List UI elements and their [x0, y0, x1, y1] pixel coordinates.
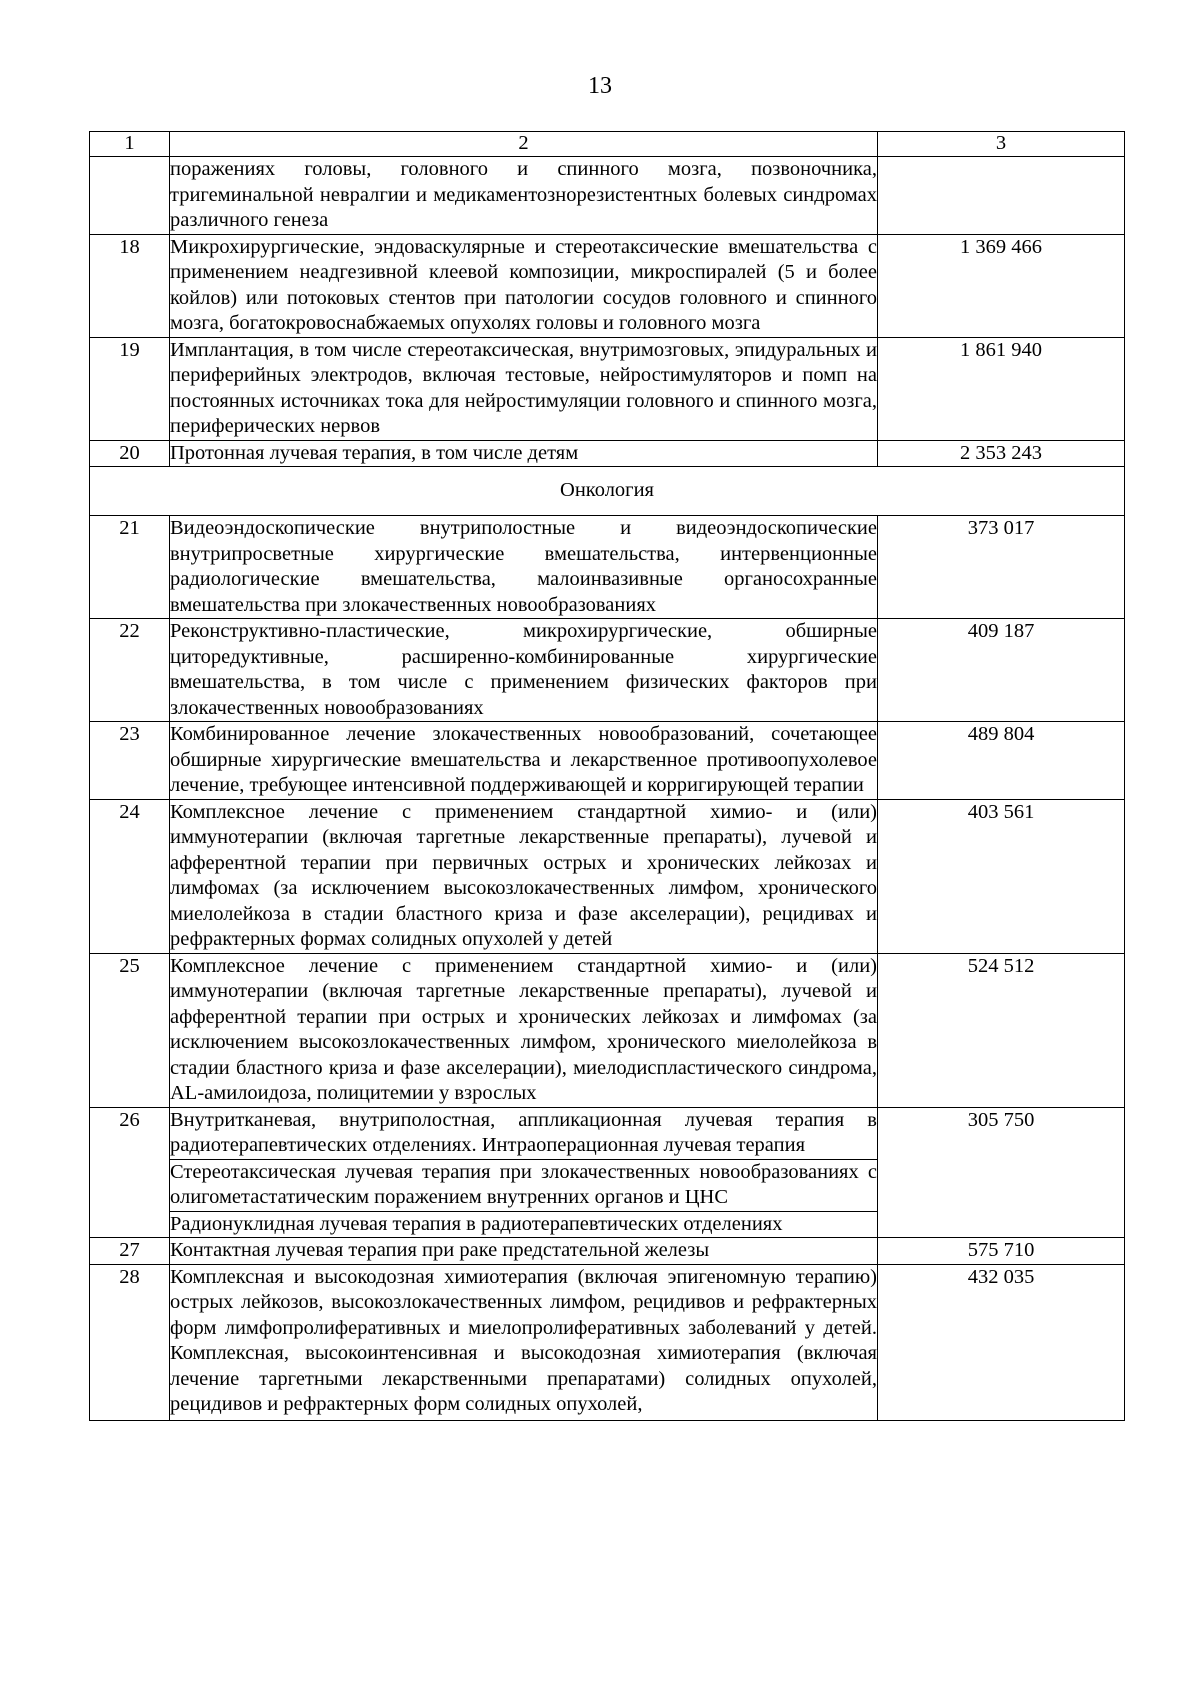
- row-description: Комплексная и высокодозная химиотерапия (включая эпигеномную терапию) острых лейкозов, высокозлокачественных лимфом, рецидивов и рефрактерных форм лимфопролиферативных и миелопролиферативных заболеваний у детей. Комплексная, высокоинтенсивная и высокодозная химиотерапия (включая лечение таргетными лекарственными препаратами) солидных опухолей, рецидивов и рефрактерных форм солидных опухолей,: [170, 1264, 878, 1420]
- row-description: Видеоэндоскопические внутриполостные и видеоэндоскопические внутрипросветные хирургические вмешательства, интервенционные радиологические вмешательства, малоинвазивные органосохранные вмешательства при злокачественных новообразованиях: [170, 516, 878, 619]
- header-col-1: 1: [90, 132, 170, 157]
- section-title: Онкология: [90, 467, 1125, 516]
- row-description: Внутритканевая, внутриполостная, аппликационная лучевая терапия в радиотерапевтических отделениях. Интраоперационная лучевая терапия: [170, 1107, 878, 1159]
- table-row: [90, 1264, 1125, 1420]
- table-header-row: [90, 132, 1125, 157]
- row-cost: 409 187: [878, 619, 1125, 722]
- row-description: Имплантация, в том числе стереотаксическая, внутримозговых, эпидуральных и периферийных электродов, включая тестовые, нейростимуляторов и помп на постоянных источниках тока для нейростимуляции головного и спинного мозга, периферических нервов: [170, 337, 878, 440]
- row-number: 25: [90, 953, 170, 1107]
- row-description: Микрохирургические, эндоваскулярные и стереотаксические вмешательства с применением неадгезивной клеевой композиции, микроспиралей (5 и более койлов) или потоковых стентов при патологии сосудов головного и спинного мозга, богатокровоснабжаемых опухолях головы и головного мозга: [170, 234, 878, 337]
- table-row: [90, 799, 1125, 953]
- row-description: поражениях головы, головного и спинного мозга, позвоночника, тригеминальной невралгии и медикаментознорезистентных болевых синдромах различного генеза: [170, 157, 878, 235]
- row-number: 18: [90, 234, 170, 337]
- row-description: Комплексное лечение с применением стандартной химио- и (или) иммунотерапии (включая таргетные лекарственные препараты), лучевой и афферентной терапии при первичных острых и хронических лейкозах и лимфомах (за исключением высокозлокачественных лимфом, хронического миелолейкоза в стадии бластного криза и фазе акселерации), рецидивах и рефрактерных формах солидных опухолей у детей: [170, 799, 878, 953]
- table-row: [90, 1238, 1125, 1265]
- row-number: [90, 157, 170, 235]
- row-cost: 305 750: [878, 1107, 1125, 1238]
- row-cost: 403 561: [878, 799, 1125, 953]
- table-row: [90, 619, 1125, 722]
- row-description: Комплексное лечение с применением стандартной химио- и (или) иммунотерапии (включая таргетные лекарственные препараты), лучевой и афферентной терапии при острых и хронических лейкозах и лимфомах (за исключением высокозлокачественных лимфом, хронического миелолейкоза в стадии бластного криза и фазе акселерации), миелодиспластического синдрома, AL-амилоидоза, полицитемии у взрослых: [170, 953, 878, 1107]
- row-number: 27: [90, 1238, 170, 1265]
- section-row-oncology: [90, 467, 1125, 516]
- row-number: 28: [90, 1264, 170, 1420]
- row-description: Контактная лучевая терапия при раке предстательной железы: [170, 1238, 878, 1265]
- row-cost: 1 861 940: [878, 337, 1125, 440]
- table-row: [90, 157, 1125, 235]
- row-cost: 575 710: [878, 1238, 1125, 1265]
- row-number: 21: [90, 516, 170, 619]
- row-number: 22: [90, 619, 170, 722]
- page-number: 13: [588, 73, 612, 99]
- row-number: 26: [90, 1107, 170, 1238]
- table-row: [90, 516, 1125, 619]
- row-number: 20: [90, 440, 170, 467]
- row-number: 19: [90, 337, 170, 440]
- row-description: Протонная лучевая терапия, в том числе детям: [170, 440, 878, 467]
- table-row: [90, 1107, 1125, 1159]
- header-col-2: 2: [170, 132, 878, 157]
- table-row: [90, 953, 1125, 1107]
- table-row: [90, 337, 1125, 440]
- row-cost: 432 035: [878, 1264, 1125, 1420]
- header-col-3: 3: [878, 132, 1125, 157]
- row-cost: [878, 157, 1125, 235]
- row-description: Комбинированное лечение злокачественных новообразований, сочетающее обширные хирургические вмешательства и лекарственное противоопухолевое лечение, требующее интенсивной поддерживающей и корригирующей терапии: [170, 722, 878, 800]
- row-description: Реконструктивно-пластические, микрохирургические, обширные циторедуктивные, расширенно-комбинированные хирургические вмешательства, в том числе с применением физических факторов при злокачественных новообразованиях: [170, 619, 878, 722]
- row-cost: 1 369 466: [878, 234, 1125, 337]
- row-number: 24: [90, 799, 170, 953]
- tariff-table: [89, 131, 1125, 1421]
- row-cost: 2 353 243: [878, 440, 1125, 467]
- row-cost: 524 512: [878, 953, 1125, 1107]
- table-row: [90, 722, 1125, 800]
- row-description: Радионуклидная лучевая терапия в радиотерапевтических отделениях: [170, 1211, 878, 1238]
- row-number: 23: [90, 722, 170, 800]
- row-description: Стереотаксическая лучевая терапия при злокачественных новообразованиях с олигометастатическим поражением внутренних органов и ЦНС: [170, 1159, 878, 1211]
- table-row: [90, 440, 1125, 467]
- row-cost: 373 017: [878, 516, 1125, 619]
- table-row: [90, 234, 1125, 337]
- row-cost: 489 804: [878, 722, 1125, 800]
